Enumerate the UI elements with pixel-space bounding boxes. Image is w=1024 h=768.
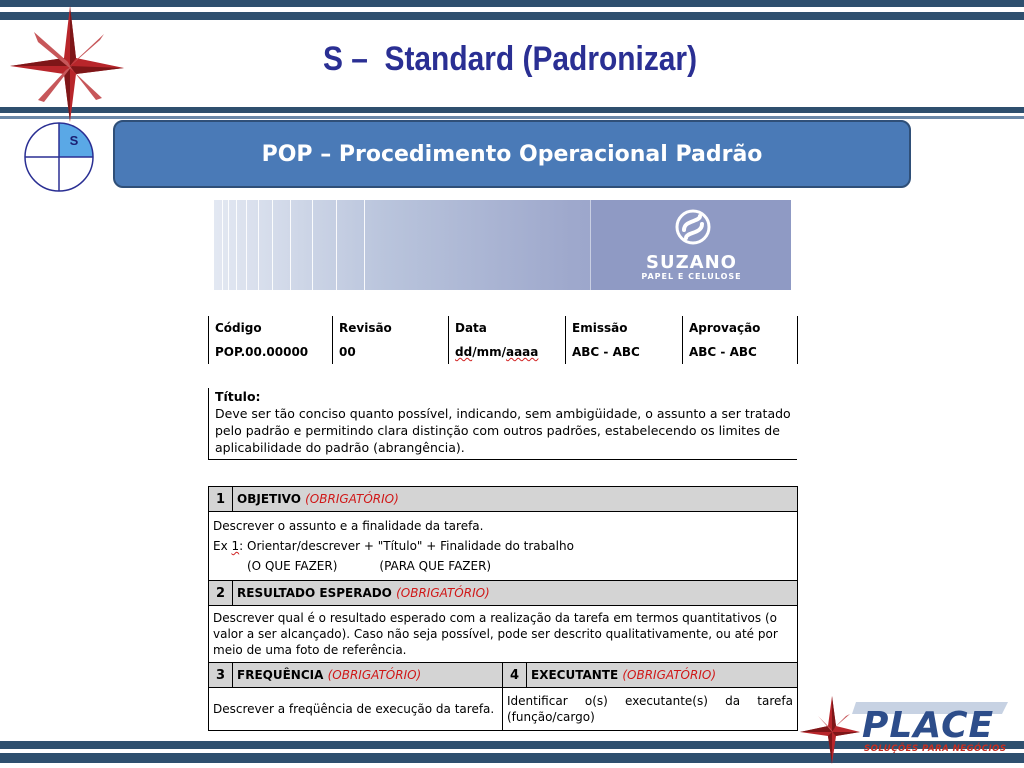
date-day: dd <box>455 345 473 359</box>
section-2-content: Descrever qual é o resultado esperado com a realização da tarefa em termos quantitativos (o valor a ser alcançado). Caso não seja possível, pode ser descrito qualitativamente, ou até por meio de uma foto de referência. <box>209 606 798 663</box>
meta-value-revisao: 00 <box>333 340 449 364</box>
section-3-required: (OBRIGATÓRIO) <box>327 668 422 682</box>
top-band-secondary <box>0 12 1024 20</box>
metadata-value-row <box>209 340 798 364</box>
section-4-content: Identificar o(s) executante(s) da tarefa (função/cargo) <box>503 688 798 731</box>
section-4-title <box>527 663 798 688</box>
date-year: aaaa <box>505 345 539 359</box>
header-stripe <box>222 200 223 290</box>
section-4-required: (OBRIGATÓRIO) <box>622 668 717 682</box>
section-1-header <box>209 487 798 512</box>
place-logo-tagline: SOLUÇÕES PARA NEGÓCIOS <box>864 744 1007 754</box>
meta-value-emissao: ABC - ABC <box>566 340 683 364</box>
place-logo-text: PLACE <box>862 705 995 746</box>
section-1-line-2 <box>213 536 793 556</box>
why-to-do-label: (PARA QUE FAZER) <box>379 559 492 573</box>
suzano-mark-icon <box>675 208 711 246</box>
meta-header-aprovacao: Aprovação <box>683 316 798 340</box>
meta-header-codigo: Código <box>209 316 333 340</box>
example-prefix: Ex <box>213 539 232 553</box>
section-4-name: EXECUTANTE <box>531 668 619 682</box>
header-stripe <box>336 200 337 290</box>
pdca-letter: S <box>69 133 79 148</box>
section-2-required: (OBRIGATÓRIO) <box>396 586 490 600</box>
section-2-name: RESULTADO ESPERADO <box>237 586 392 600</box>
section-1-title <box>233 487 798 512</box>
section-2-number: 2 <box>209 581 233 606</box>
suzano-name: SUZANO <box>646 252 737 273</box>
section-3-4-body <box>209 688 798 731</box>
titulo-block <box>208 388 797 460</box>
section-2-header <box>209 581 798 606</box>
pop-banner <box>113 120 911 188</box>
example-number: 1 <box>231 539 240 553</box>
what-to-do-label: (O QUE FAZER) <box>247 559 338 573</box>
section-1-line-3 <box>213 556 793 576</box>
header-stripe <box>228 200 229 290</box>
section-3-content: Descrever a freqüência de execução da tarefa. <box>209 688 503 731</box>
section-4-number: 4 <box>503 663 527 688</box>
section-3-number: 3 <box>209 663 233 688</box>
section-3-4-header <box>209 663 798 688</box>
section-2-title <box>233 581 798 606</box>
meta-header-data: Data <box>449 316 566 340</box>
header-stripe <box>236 200 237 290</box>
section-1-line-1: Descrever o assunto e a finalidade da tarefa. <box>213 519 484 533</box>
header-divider-band <box>0 107 1024 113</box>
top-band <box>0 0 1024 7</box>
header-divider-thin <box>0 116 1024 119</box>
metadata-header-row <box>209 316 798 340</box>
meta-header-emissao: Emissão <box>566 316 683 340</box>
document-header-band <box>214 200 791 290</box>
meta-value-aprovacao: ABC - ABC <box>683 340 798 364</box>
date-month: /mm/ <box>472 345 506 359</box>
pop-banner-label: POP – Procedimento Operacional Padrão <box>261 141 763 167</box>
suzano-subtitle: PAPEL E CELULOSE <box>641 272 742 281</box>
section-2-body <box>209 606 798 663</box>
section-1-name: OBJETIVO <box>237 492 301 506</box>
compass-star-logo <box>4 4 128 124</box>
meta-header-revisao: Revisão <box>333 316 449 340</box>
section-1-number: 1 <box>209 487 233 512</box>
header-stripe <box>364 200 365 290</box>
header-stripe <box>246 200 247 290</box>
titulo-label: Título: <box>215 389 261 404</box>
section-3-name: FREQUÊNCIA <box>237 668 324 682</box>
document-metadata-table <box>208 316 798 364</box>
example-text: : Orientar/descrever + "Título" + Finalidade do trabalho <box>239 539 574 553</box>
meta-value-codigo: POP.00.00000 <box>209 340 333 364</box>
titulo-description: Deve ser tão conciso quanto possível, indicando, sem ambigüidade, o assunto a ser tratado pelo padrão e permitindo clara distinção com outros padrões, estabelecendo os limites de aplicabilidade do padrão (abrangência). <box>215 406 791 455</box>
section-1-body <box>209 512 798 581</box>
pop-sections-table <box>208 486 798 731</box>
meta-value-data <box>449 340 566 364</box>
header-stripe <box>290 200 291 290</box>
section-1-content <box>209 512 798 581</box>
header-stripe <box>312 200 313 290</box>
suzano-logo <box>590 200 791 290</box>
slide-title: S – Standard (Padronizar) <box>322 40 698 78</box>
pdca-cycle-icon <box>24 122 94 192</box>
header-stripe <box>272 200 273 290</box>
section-1-required: (OBRIGATÓRIO) <box>305 492 399 506</box>
section-3-title <box>233 663 503 688</box>
header-stripe <box>258 200 259 290</box>
